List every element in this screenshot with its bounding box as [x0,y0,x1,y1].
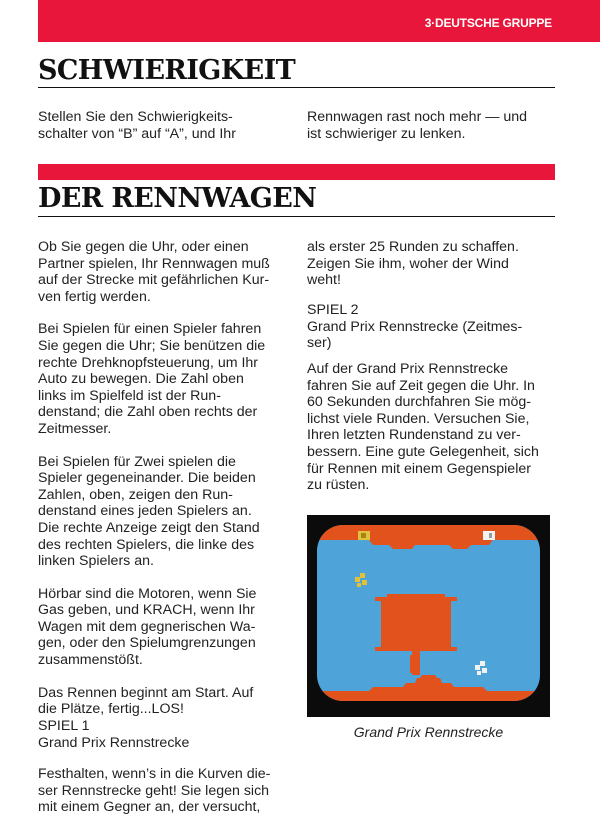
text-line: Zeigen Sie ihm, woher der Wind [307,255,509,272]
text-line: ven fertig werden. [38,288,151,305]
text-line: bessern. Eine gute Gelegenheit, sich [307,443,539,460]
text-line: schalter von “B” auf “A”, und Ihr [38,125,236,142]
text-line: Wagen mit dem gegnerischen Wa- [38,618,256,635]
text-line: Zeitmesser. [38,420,112,437]
text-line: Bei Spielen für einen Spieler fahren [38,321,262,338]
text-line: denstand; die Zahl oben rechts der [38,404,258,421]
text-line: zu rüsten. [307,477,370,494]
text-line: Partner spielen, Ihr Rennwagen muß [38,255,270,272]
left-score-digit [361,533,366,538]
text-line: lichst viele Runden. Versuchen Sie, [307,410,530,427]
paragraph [38,586,288,669]
section-title-rennwagen: DER RENNWAGEN [38,183,317,214]
text-line: Festhalten, wenn’s in die Kurven die- [38,766,271,782]
section-title-schwierigkeit: SCHWIERIGKEIT [38,55,296,86]
paragraph [38,321,288,437]
game1-block [38,718,288,751]
game-screenshot [307,515,550,717]
right-column-continued [307,239,557,289]
game2-subheading: ser) [307,335,332,352]
right-score-digit [489,533,492,538]
text-line: gen, oder den Spielumgrenzungen [38,635,256,652]
text-line: Sie gegen die Uhr; Sie benützen die [38,337,266,354]
text-line: Stellen Sie den Schwierigkeits- [38,109,233,125]
paragraph [38,685,288,718]
text-line: Ob Sie gegen die Uhr, oder einen [38,239,249,255]
left-column [38,239,288,734]
game2-heading: SPIEL 2 [307,302,359,318]
text-line: linken Spielers an. [38,553,154,570]
text-line: zusammenstößt. [38,652,143,669]
text-line: als erster 25 Runden zu schaffen. [307,239,519,255]
text-line: die Plätze, fertig...LOS! [38,701,184,718]
game1-heading: SPIEL 1 [38,718,90,734]
text-line: weht! [307,272,341,289]
text-line: denstand eines jeden Spielers an. [38,503,252,520]
race-track-illustration [307,515,550,717]
text-line: Rennwagen rast noch mehr — und [307,109,528,125]
text-line: des rechten Spielers, die linke des [38,536,255,553]
text-line: rechte Drehknopfsteuerung, um Ihr [38,354,259,371]
text-line: fahren Sie auf Zeit gegen die Uhr. In [307,377,535,394]
game1-subheading: Grand Prix Rennstrecke [38,734,190,751]
text-line: Das Rennen beginnt am Start. Auf [38,684,254,701]
title-rule [38,216,555,217]
game1-text [38,766,288,816]
difficulty-text-left [38,109,288,142]
text-line: mit einem Gegner an, der versucht, [38,799,261,816]
text-line: Zahlen, oben, zeigen den Run- [38,486,233,503]
text-line: für Rennen mit einem Gegenspieler [307,460,531,477]
difficulty-text-right [307,109,557,142]
text-line: auf der Strecke mit gefährlichen Kur- [38,272,270,289]
text-line: Auf der Grand Prix Rennstrecke [307,361,509,377]
header-bar [38,0,600,42]
text-line: ser Rennstrecke geht! Sie legen sich [38,782,270,799]
text-line: links im Spielfeld ist der Run- [38,387,221,404]
text-line: Hörbar sind die Motoren, wenn Sie [38,585,257,602]
game2-block [307,302,557,352]
section-label: 3·DEUTSCHE GRUPPE [424,16,552,30]
text-line: Gas geben, und KRACH, wenn Ihr [38,602,255,619]
text-line: 60 Sekunden durchfahren Sie mög- [307,394,531,411]
game2-text [307,361,557,494]
paragraph [38,454,288,570]
text-line: Auto zu bewegen. Die Zahl oben [38,371,244,388]
text-line: Ihren letzten Rundenstand zu ver- [307,427,521,444]
game2-subheading: Grand Prix Rennstrecke (Zeitmes- [307,318,523,335]
figure-caption: Grand Prix Rennstrecke [353,724,504,740]
text-line: Spieler gegeneinander. Die beiden [38,470,256,487]
text-line: ist schwieriger zu lenken. [307,125,466,142]
paragraph [38,239,288,305]
red-divider-band [38,164,555,180]
text-line: Die rechte Anzeige zeigt den Stand [38,519,260,536]
title-rule [38,87,555,88]
text-line: Bei Spielen für Zwei spielen die [38,453,236,470]
